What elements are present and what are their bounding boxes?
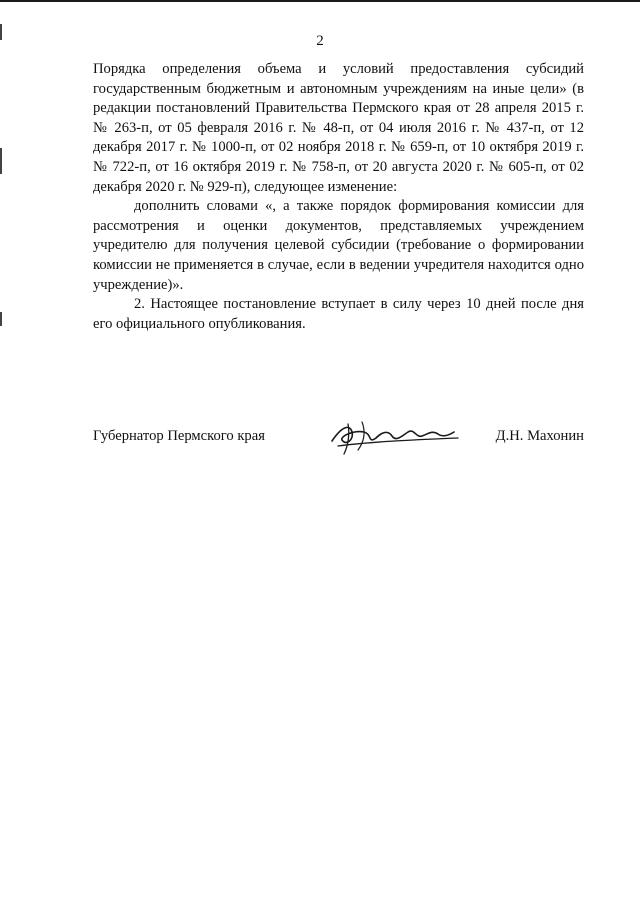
handwritten-signature (318, 416, 468, 456)
signature-block (93, 422, 584, 462)
signer-name: Д.Н. Махонин (495, 428, 584, 444)
signer-title: Губернатор Пермского края (93, 428, 265, 444)
paragraph-amendment-intro: Порядка определения объема и условий предоставления субсидий государственным бюджетным и автономным учреждениям на иные цели» (в редакции постановлений Правительства Пермского края от 28 апреля 2015 г. № 263-п, от 05 февраля 2016 г. № 48-п, от 04 июля 2016 г. № 437-п, от 12 декабря 2017 г. № 1000-п, от 02 ноября 2018 г. № 659-п, от 10 октября 2019 г. № 722-п, от 16 октября 2019 г. № 758-п, от 20 августа 2020 г. № 605-п, от 02 декабря 2020 г. № 929-п), следующее изменение: (93, 61, 584, 195)
page-top-border (0, 0, 640, 2)
margin-mark (0, 148, 2, 174)
paragraph-amendment-text: дополнить словами «, а также порядок формирования комиссии для рассмотрения и оценки документов, представляемых учреждением учредителю для получения целевой субсидии (требование о формировании комиссии не применяется в случае, если в ведении учредителя находится одно учреждение)». (93, 198, 584, 293)
document-body (93, 60, 584, 334)
margin-mark (0, 312, 2, 326)
paragraph-effective-date: 2. Настоящее постановление вступает в силу через 10 дней после дня его официального опубликования. (93, 296, 584, 332)
page-number: 2 (316, 33, 324, 49)
